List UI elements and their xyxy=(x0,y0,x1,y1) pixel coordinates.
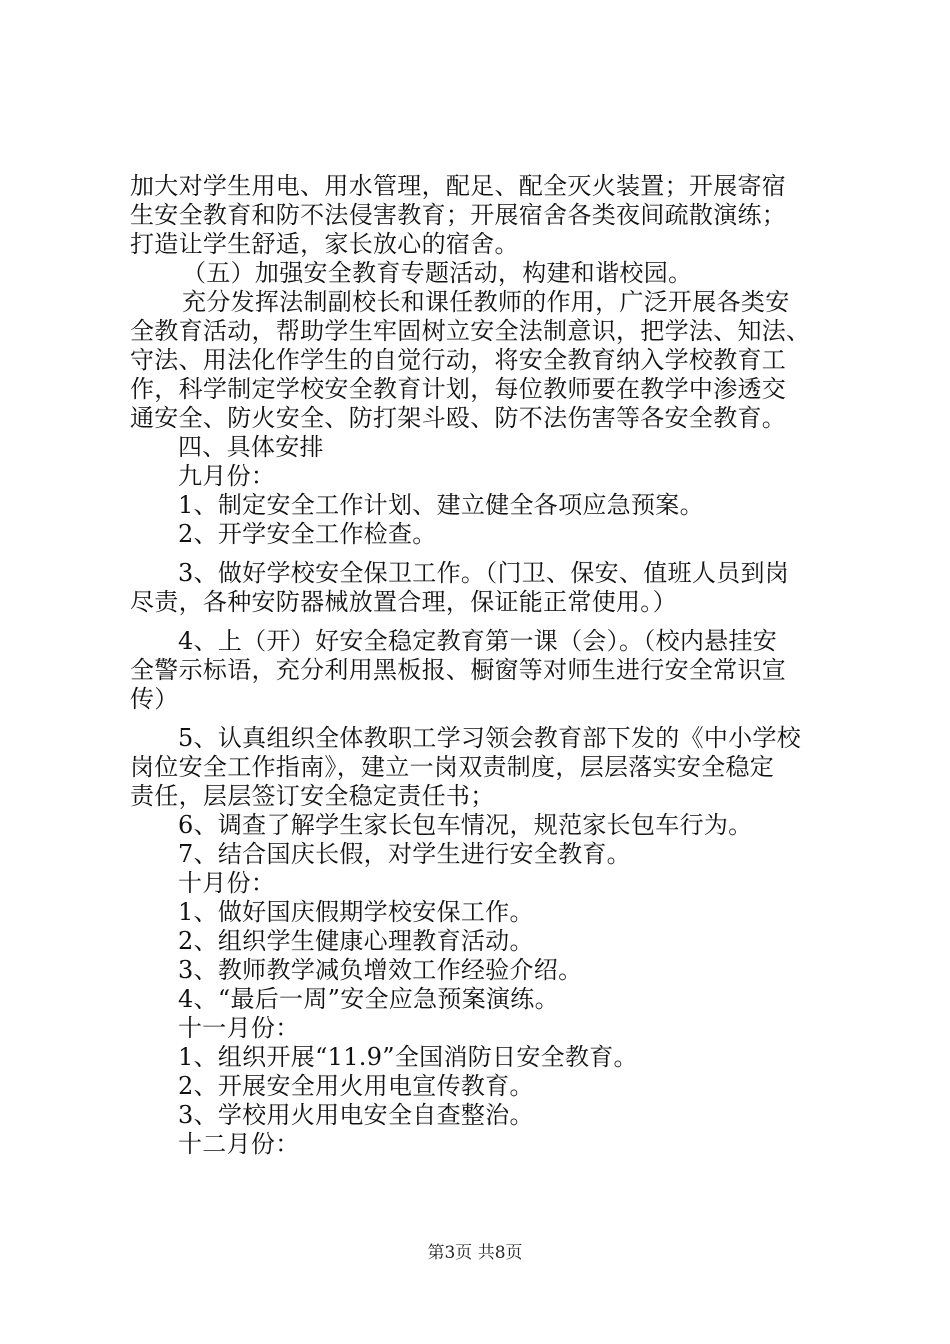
list-item: 4、上（开）好安全稳定教育第一课（会）。（校内悬挂安 xyxy=(178,627,778,655)
document-body xyxy=(130,172,850,1159)
text-line: 生安全教育和防不法侵害教育；开展宿舍各类夜间疏散演练； xyxy=(130,201,787,229)
text-line: 守法、用法化作学生的自觉行动，将安全教育纳入学校教育工 xyxy=(130,346,787,374)
text-line: 全教育活动，帮助学生牢固树立安全法制意识，把学法、知法、 xyxy=(130,317,811,345)
text-line: 岗位安全工作指南》，建立一岗双责制度，层层落实安全稳定 xyxy=(130,753,775,781)
list-item: 3、做好学校安全保卫工作。（门卫、保安、值班人员到岗 xyxy=(178,559,790,587)
text-line: 打造让学生舒适，家长放心的宿舍。 xyxy=(130,230,519,258)
month-heading: 九月份： xyxy=(178,462,276,490)
list-item: 3、教师教学减负增效工作经验介绍。 xyxy=(178,956,583,984)
list-item: 1、组织开展“11.9”全国消防日安全教育。 xyxy=(178,1043,638,1071)
list-item: 6、调查了解学生家长包车情况，规范家长包车行为。 xyxy=(178,811,753,839)
text-line: 通安全、防火安全、防打架斗殴、防不法伤害等各安全教育。 xyxy=(130,404,787,432)
text-line: 充分发挥法制副校长和课任教师的作用，广泛开展各类安 xyxy=(182,288,790,316)
month-heading: 十一月份： xyxy=(178,1014,300,1042)
list-item: 2、开学安全工作检查。 xyxy=(178,520,437,548)
text-line: 作，科学制定学校安全教育计划，每位教师要在教学中渗透交 xyxy=(130,375,787,403)
page-number-footer: 第3页 共8页 xyxy=(427,1243,523,1263)
month-heading: 十月份： xyxy=(178,869,276,897)
list-item: 2、组织学生健康心理教育活动。 xyxy=(178,927,534,955)
text-line: 全警示标语，充分利用黑板报、橱窗等对师生进行安全常识宣 xyxy=(130,656,787,684)
month-heading: 十二月份： xyxy=(178,1130,300,1158)
section-heading: （五）加强安全教育专题活动，构建和谐校园。 xyxy=(182,259,693,287)
list-item: 7、结合国庆长假，对学生进行安全教育。 xyxy=(178,840,631,868)
text-line: 责任，层层签订安全稳定责任书； xyxy=(130,782,495,810)
text-line: 传） xyxy=(130,685,179,713)
list-item: 1、做好国庆假期学校安保工作。 xyxy=(178,898,534,926)
list-item: 5、认真组织全体教职工学习领会教育部下发的《中小学校 xyxy=(178,724,802,752)
text-line: 尽责，各种安防器械放置合理，保证能正常使用。） xyxy=(130,588,677,616)
text-line: 加大对学生用电、用水管理，配足、配全灭火装置；开展寄宿 xyxy=(130,172,787,200)
section-heading: 四、具体安排 xyxy=(178,433,324,461)
list-item: 1、制定安全工作计划、建立健全各项应急预案。 xyxy=(178,491,704,519)
list-item: 2、开展安全用火用电宣传教育。 xyxy=(178,1072,534,1100)
list-item: 3、学校用火用电安全自查整治。 xyxy=(178,1101,534,1129)
list-item: 4、“最后一周”安全应急预案演练。 xyxy=(178,985,559,1013)
